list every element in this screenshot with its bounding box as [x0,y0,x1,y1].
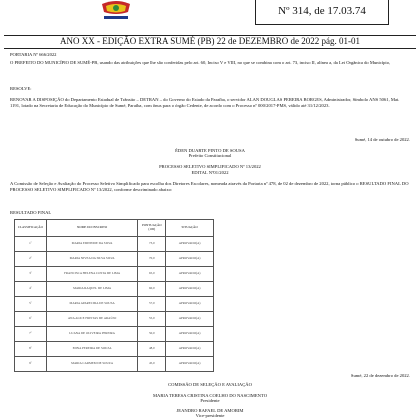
table-cell: APROVADO(A) [166,252,214,267]
table-cell: EDNA PEREIRA DE SOUZA [46,342,138,357]
col-header: CLASSIFICAÇÃO [15,220,47,237]
edition-number-box [255,0,389,25]
col-header: PONTUAÇÃO (100) [138,220,166,237]
portaria-title: PORTARIA Nº 666/2022 [10,52,57,57]
table-cell: 48,0 [138,342,166,357]
edital-subtitle: EDITAL Nº01/2022 [191,170,229,175]
table-cell: MARIA APARECIDA DE SOUSA [46,297,138,312]
table-row [15,312,214,327]
table-cell: 4º [15,282,47,297]
edital-body: A Comissão de Seleção e Avaliação do Processo Seletivo Simplificado para escolha dos Diretores Escolares, nomeada através da Portaria nº 478, de 02 de dezembro de 2022, torna público o RESULTADO FINAL DO PROCESSO SELETIVO SIMPLIFICADO Nº 13/2022, conforme descriminado abaixo: [10,181,409,192]
table-cell: FRANCISCA HELENA COSTA DE LIMA [46,267,138,282]
table-cell: MARIA NIVEA DA SILVA SILVA [46,252,138,267]
portaria-signer: ÉDEN DUARTE PINTO DE SOUSA [175,148,245,153]
table-cell: 50,0 [138,327,166,342]
table-cell: 3º [15,267,47,282]
portaria-date: Sumé, 14 de outubro de 2022. [354,137,410,142]
table-cell: APROVADO(A) [166,327,214,342]
table-cell: 6º [15,312,47,327]
table-cell: 70,0 [138,252,166,267]
table-cell: 57,0 [138,297,166,312]
table-row [15,297,214,312]
table-cell: APROVADO(A) [166,297,214,312]
table-row [15,342,214,357]
table-cell: APROVADO(A) [166,357,214,372]
table-cell: 1º [15,237,47,252]
table-cell: ANA ALICE FREITAS DE ARAÚJO [46,312,138,327]
table-cell: 55,0 [138,312,166,327]
table-cell: APROVADO(A) [166,237,214,252]
president-role: Presidente [200,398,220,403]
table-row [15,357,214,372]
table-row [15,282,214,297]
col-header: SITUAÇÃO [166,220,214,237]
table-cell: MARIA RAQUEL DE LIMA [46,282,138,297]
col-header: NOME DO INSCRITO [46,220,138,237]
municipal-coat-of-arms [98,0,134,22]
table-cell: APROVADO(A) [166,312,214,327]
table-header-row [15,220,214,237]
table-cell: 45,0 [138,357,166,372]
edition-number: Nº 314, de 17.03.74 [278,5,366,17]
table-cell: 65,0 [138,267,166,282]
portaria-body: RENOVAR A DISPOSIÇÃO do Departamento Estadual de Trânsito – DETRAN – do Governo do Estado da Paraíba, o servidor ALAN DOUGLAS PEREIRA BORGES, Administrador, Símbolo ANS 5061, Mat. 1191, lotado na Secretaria de Educação do Município de Sumé, Paraíba, com ônus para o órgão Cedente, de acordo com o Processo nº 000/2017-PMS, válido até 31/12/2023. [10,97,400,108]
vp-name: JEANDRO RAFAEL DE AMORIM [176,408,244,413]
table-cell: MARIA CARMEM DE SOUZA [46,357,138,372]
edital-title: PROCESSO SELETIVO SIMPLIFICADO Nº 13/2022 [159,164,261,169]
portaria-resolve: RESOLVE: [10,86,32,91]
table-cell: 8º [15,342,47,357]
table-row [15,252,214,267]
president-name: MARIA TERESA CRISTINA COELHO DO NASCIMENTO [152,393,268,398]
table-cell: APROVADO(A) [166,282,214,297]
table-cell: 73,0 [138,237,166,252]
table-row [15,237,214,252]
table-row [15,267,214,282]
vp-role: Vice-presidente [195,413,225,418]
table-cell: 7º [15,327,47,342]
table-cell: 5º [15,297,47,312]
table-cell: APROVADO(A) [166,342,214,357]
table-row [15,327,214,342]
edition-line: ANO XX - EDIÇÃO EXTRA SUMÉ (PB) 22 de DEZEMBRO de 2022 pág. 01-01 [60,36,360,46]
table-cell: 2º [15,252,47,267]
table-cell: LUANA DE OLIVEIRA PEREIRA [46,327,138,342]
table-cell: 60,0 [138,282,166,297]
table-cell: MARIA EDINEIDE DA SILVA [46,237,138,252]
commission-title: COMISSÃO DE SELEÇÃO E AVALIAÇÃO [168,382,252,387]
table-cell: 9º [15,357,47,372]
portaria-intro: O PREFEITO DO MUNICÍPIO DE SUMÉ-PB, usando das atribuições que lhe são conferidas pelo art. 60, Inciso V e VIII, no que se combina com o art. 73, inciso II, alínea a, da Lei Orgânica do Município, [10,60,391,65]
portaria-signer-role: Prefeito Constitucional [188,153,232,158]
results-table [14,219,214,372]
table-cell: APROVADO(A) [166,267,214,282]
edital-date: Sumé, 22 de dezembro de 2022. [350,373,410,378]
result-label: RESULTADO FINAL [10,210,52,215]
divider [4,48,416,49]
